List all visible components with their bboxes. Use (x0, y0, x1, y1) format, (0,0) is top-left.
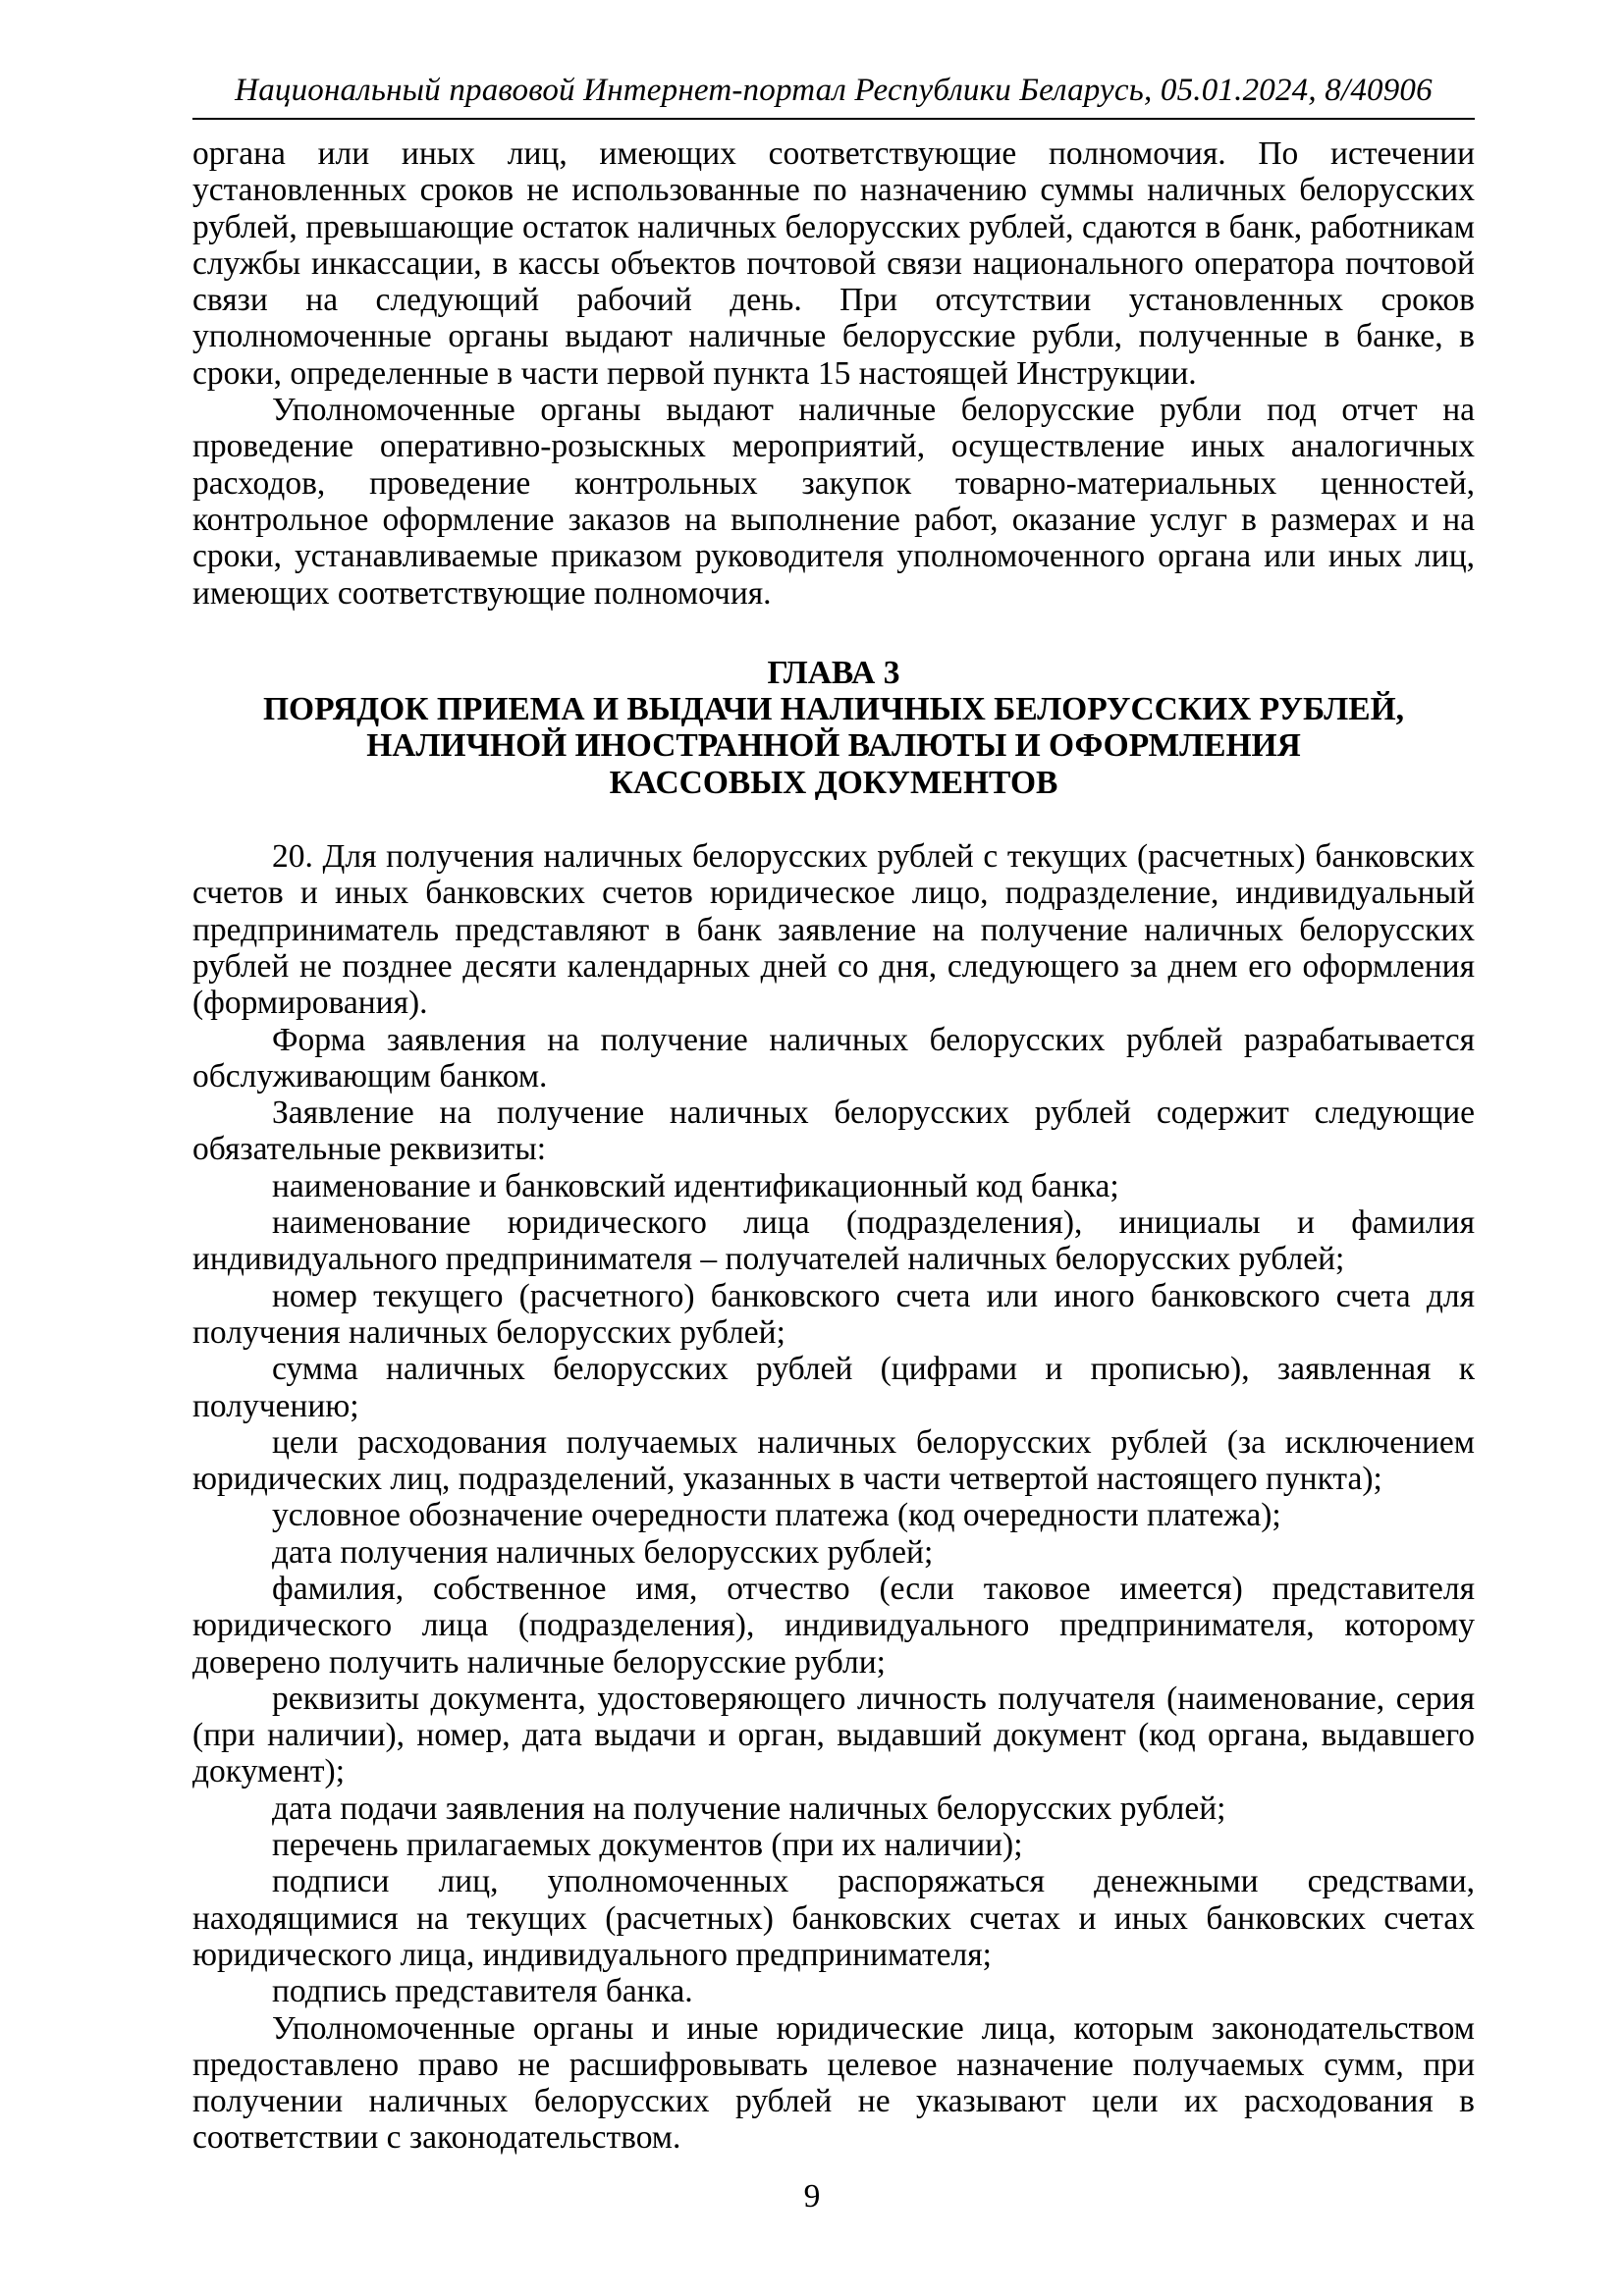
requisite-item: номер текущего (расчетного) банковского счета или иного банковского счета для получения наличных белорусских рублей; (192, 1277, 1475, 1351)
requisite-item: фамилия, собственное имя, отчество (если таковое имеется) представителя юридического лица (подразделения), индивидуального предпринимателя, которому доверено получить наличные белорусские рубли; (192, 1570, 1475, 1681)
chapter-heading (192, 655, 1475, 801)
requisite-item: реквизиты документа, удостоверяющего личность получателя (наименование, серия (при наличии), номер, дата выдачи и орган, выдавший документ (код органа, выдавшего документ); (192, 1680, 1475, 1790)
paragraph: Заявление на получение наличных белорусских рублей содержит следующие обязательные реквизиты: (192, 1095, 1475, 1168)
header-divider (192, 118, 1475, 120)
paragraph-continued: органа или иных лиц, имеющих соответствующие полномочия. По истечении установленных сроков не использованные по назначению суммы наличных белорусских рублей, превышающие остаток наличных белорусских рублей, сдаются в банк, работникам службы инкассации, в кассы объектов почтовой связи национального оператора почтовой связи на следующий рабочий день. При отсутствии установленных сроков уполномоченные органы выдают наличные белорусские рубли, полученные в банке, в сроки, определенные в части первой пункта 15 настоящей Инструкции. (192, 135, 1475, 392)
chapter-title-line: КАССОВЫХ ДОКУМЕНТОВ (609, 764, 1058, 801)
requisite-item: сумма наличных белорусских рублей (цифрами и прописью), заявленная к получению; (192, 1351, 1475, 1424)
portal-header: Национальный правовой Интернет-портал Республики Беларусь, 05.01.2024, 8/40906 (235, 73, 1433, 108)
paragraph-clause-20: 20. Для получения наличных белорусских рублей с текущих (расчетных) банковских счетов и иных банковских счетов юридическое лицо, подразделение, индивидуальный предприниматель представляют в банк заявление на получение наличных белорусских рублей не позднее десяти календарных дней со дня, следующего за днем его оформления (формирования). (192, 838, 1475, 1022)
chapter-number: ГЛАВА 3 (767, 654, 900, 691)
requisite-item: наименование и банковский идентификационный код банка; (272, 1167, 1119, 1204)
requisite-item: перечень прилагаемых документов (при их наличии); (272, 1827, 1023, 1864)
requisite-item: условное обозначение очередности платежа (код очередности платежа); (272, 1497, 1281, 1534)
paragraph: Уполномоченные органы и иные юридические лица, которым законодательством предоставлено право не расшифровывать целевое назначение получаемых сумм, при получении наличных белорусских рублей не указывают цели их расходования в соответствии с законодательством. (192, 2009, 1475, 2157)
paragraph: Форма заявления на получение наличных белорусских рублей разрабатывается обслуживающим банком. (192, 1021, 1475, 1095)
requisite-item: дата получения наличных белорусских рублей; (272, 1533, 934, 1571)
requisite-item: цели расходования получаемых наличных белорусских рублей (за исключением юридических лиц, подразделений, указанных в части четвертой настоящего пункта); (192, 1423, 1475, 1498)
chapter-title-line: ПОРЯДОК ПРИЕМА И ВЫДАЧИ НАЛИЧНЫХ БЕЛОРУССКИХ РУБЛЕЙ, (262, 691, 1405, 728)
paragraph: Уполномоченные органы выдают наличные белорусские рубли под отчет на проведение оперативно-розыскных мероприятий, осуществление иных аналогичных расходов, проведение контрольных закупок товарно-материальных ценностей, контрольное оформление заказов на выполнение работ, оказание услуг в размерах и на сроки, устанавливаемые приказом руководителя уполномоченного органа или иных лиц, имеющих соответствующие полномочия. (192, 392, 1475, 612)
requisite-item: наименование юридического лица (подразделения), инициалы и фамилия индивидуального предпринимателя – получателей наличных белорусских рублей; (192, 1204, 1475, 1278)
document-body (192, 135, 1475, 2157)
chapter-title-line: НАЛИЧНОЙ ИНОСТРАННОЙ ВАЛЮТЫ И ОФОРМЛЕНИЯ (366, 727, 1301, 765)
requisite-item: подпись представителя банка. (272, 1973, 693, 2010)
requisite-item: дата подачи заявления на получение наличных белорусских рублей; (272, 1789, 1226, 1827)
page-number: 9 (803, 2178, 821, 2215)
requisite-item: подписи лиц, уполномоченных распоряжаться денежными средствами, находящимися на текущих (расчетных) банковских счетах и иных банковских счетах юридического лица, индивидуального предпринимателя; (192, 1863, 1475, 1973)
